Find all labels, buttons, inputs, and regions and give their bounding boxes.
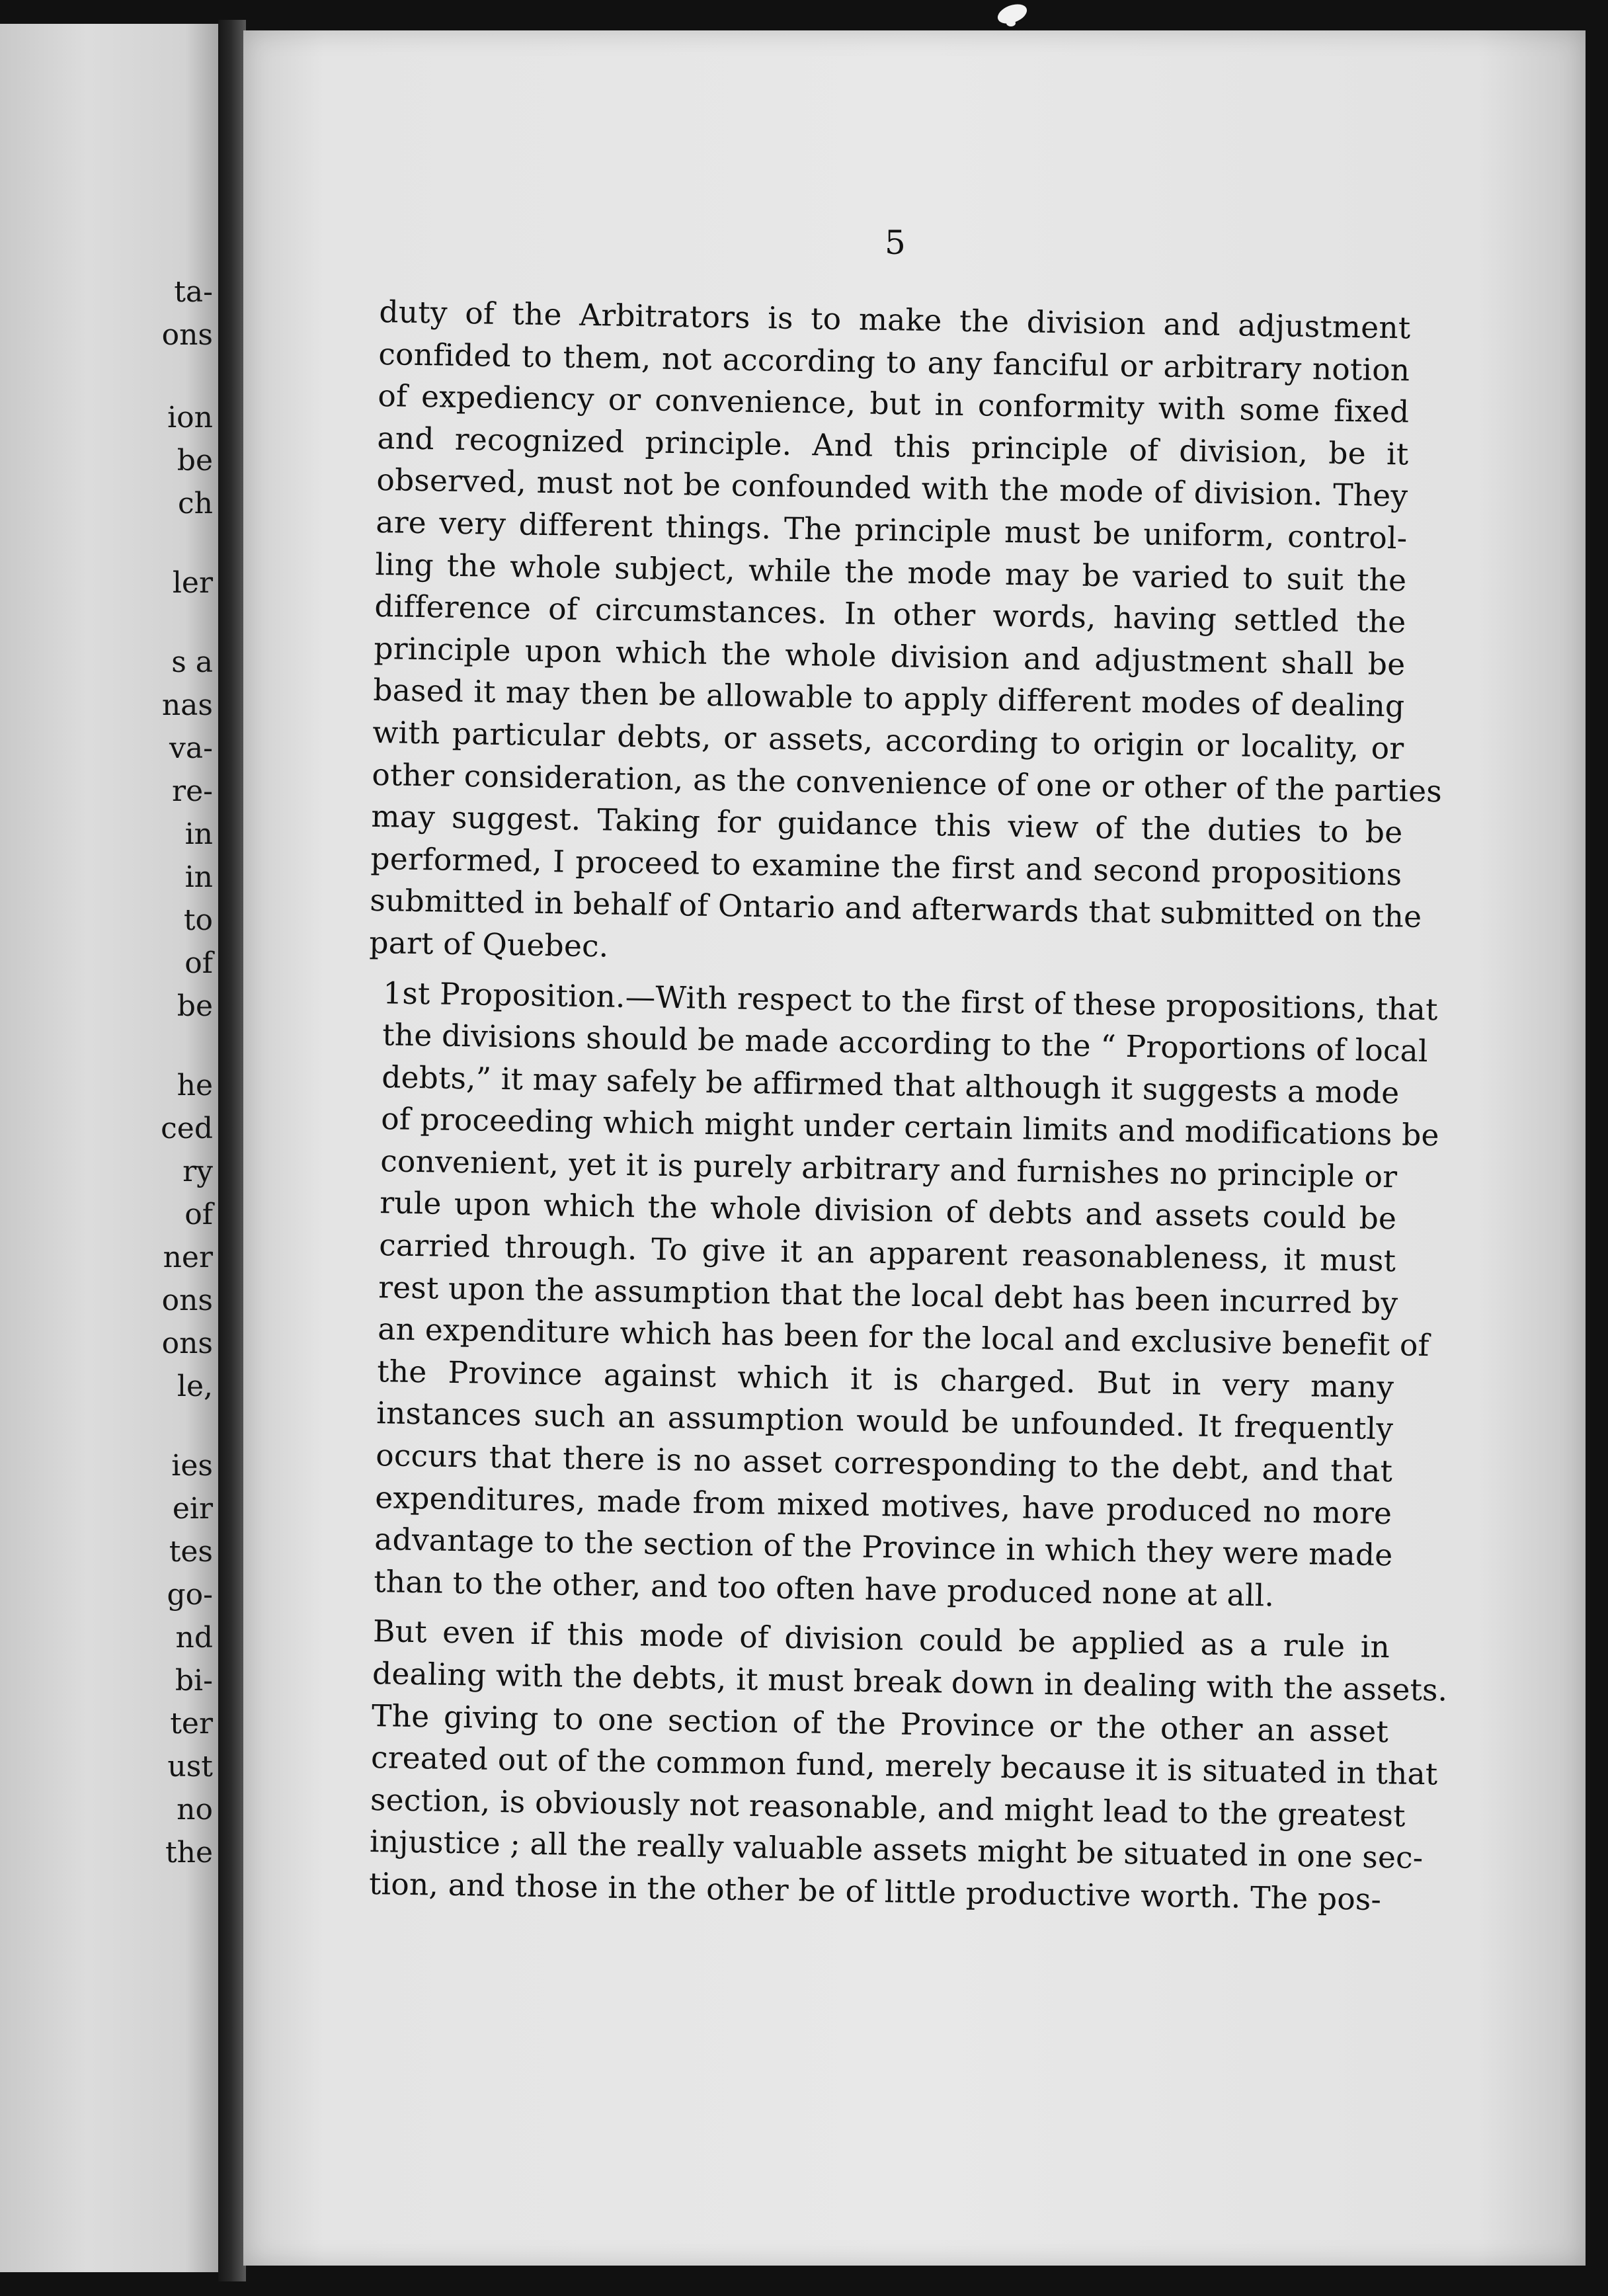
- line-ending-fragment: of: [184, 1198, 213, 1231]
- text-line: The giving to one section of the Province or the other an asset: [371, 1698, 1389, 1749]
- text-line: But even if this mode of division could be applied as a rule in: [372, 1614, 1390, 1665]
- line-ending-fragment: to: [183, 903, 213, 937]
- text-line: with particular debts, or assets, according to origin or locality, or: [372, 714, 1404, 766]
- line-ending-fragment: he: [177, 1069, 213, 1102]
- line-ending-fragment: ion: [167, 401, 213, 434]
- line-ending-fragment: re-: [172, 774, 213, 808]
- line-ending-fragment: ons: [161, 318, 213, 352]
- text-line: convenient, yet it is purely arbitrary and furnishes no principle or: [380, 1143, 1398, 1195]
- line-ending-fragment: ons: [161, 1284, 213, 1317]
- line-ending-fragment: ry: [182, 1155, 213, 1188]
- text-line: 1st Proposition.—With respect to the first of these propositions, that: [382, 975, 1438, 1027]
- line-ending-fragment: ner: [163, 1241, 213, 1274]
- text-line: duty of the Arbitrators is to make the division and adjustment: [379, 294, 1411, 346]
- text-line: instances such an assumption would be unfounded. It frequently: [376, 1395, 1394, 1447]
- text-line: than to the other, and too often have produced none at all.: [373, 1563, 1275, 1614]
- body-text: [354, 291, 1448, 1921]
- text-line: rest upon the assumption that the local debt has been incurred by: [378, 1269, 1398, 1321]
- text-line: occurs that there is no asset corresponding to the debt, and that: [375, 1438, 1393, 1489]
- line-ending-fragment: in: [184, 860, 213, 894]
- scan-speck: [1006, 20, 1016, 26]
- text-line: of proceeding which might under certain limits and modifications be: [380, 1101, 1440, 1153]
- line-ending-fragment: bi-: [175, 1664, 213, 1698]
- paragraph: [369, 291, 1443, 980]
- text-line: injustice ; all the really valuable assets might be situated in one sec-: [369, 1824, 1424, 1876]
- line-ending-fragment: of: [184, 946, 213, 980]
- text-line: the Province against which it is charged. But in very many: [376, 1353, 1394, 1405]
- text-line: difference of circumstances. In other words, having settled the: [374, 589, 1406, 640]
- text-line: based it may then be allowable to apply different modes of dealing: [373, 673, 1405, 724]
- text-line: may suggest. Taking for guidance this view of the duties to be: [371, 799, 1403, 850]
- paragraph: [354, 1610, 1448, 1921]
- line-ending-fragment: va-: [169, 731, 213, 765]
- line-ending-fragment: ons: [161, 1327, 213, 1360]
- text-line: rule upon which the whole division of debts and assets could be: [379, 1185, 1397, 1237]
- text-line: observed, must not be confounded with the mode of division. They: [376, 462, 1408, 514]
- text-line: advantage to the section of the Province in which they were made: [374, 1522, 1393, 1573]
- text-line: confided to them, not according to any fanciful or arbitrary notion: [378, 336, 1410, 388]
- line-ending-fragment: no: [177, 1793, 213, 1826]
- text-line: other consideration, as the convenience of one or other of the parties: [372, 757, 1443, 809]
- line-ending-fragment: le,: [177, 1370, 213, 1403]
- text-line: are very different things. The principle must be uniform, control-: [376, 504, 1408, 556]
- text-line: created out of the common fund, merely because it is situated in that: [370, 1740, 1438, 1792]
- text-line: tion, and those in the other be of little productive worth. The pos-: [368, 1866, 1382, 1918]
- text-line: carried through. To give it an apparent reasonableness, it must: [378, 1227, 1396, 1279]
- line-ending-fragment: nas: [161, 688, 213, 722]
- line-ending-fragment: ch: [178, 487, 213, 520]
- line-ending-fragment: in: [184, 817, 213, 851]
- text-line: dealing with the debts, it must break down in dealing with the assets.: [372, 1656, 1448, 1708]
- line-ending-fragment: ter: [170, 1707, 213, 1741]
- line-ending-fragment: go-: [167, 1578, 213, 1612]
- text-line: performed, I proceed to examine the first and second propositions: [370, 840, 1402, 893]
- text-line: and recognized principle. And this principle of division, be it: [377, 420, 1409, 472]
- line-ending-fragment: ust: [167, 1750, 213, 1784]
- line-ending-fragment: nd: [175, 1621, 213, 1655]
- line-ending-fragment: be: [177, 444, 213, 477]
- text-line: part of Quebec.: [369, 924, 609, 964]
- line-ending-fragment: ler: [172, 566, 213, 600]
- text-line: debts,” it may safely be affirmed that although it suggests a mode: [381, 1059, 1400, 1111]
- text-line: expenditures, made from mixed motives, have produced no more: [374, 1479, 1392, 1531]
- text-line: principle upon which the whole division and adjustment shall be: [374, 630, 1406, 682]
- text-line: the divisions should be made according to the “ Proportions of local: [382, 1017, 1429, 1069]
- page-number: 5: [885, 224, 906, 262]
- line-ending-fragment: the: [165, 1836, 213, 1869]
- text-line: of expediency or convenience, but in conformity with some fixed: [378, 378, 1410, 430]
- line-ending-fragment: eir: [172, 1492, 213, 1526]
- text-line: an expenditure which has been for the local and exclusive benefit of: [377, 1311, 1430, 1364]
- line-ending-fragment: ta-: [174, 275, 213, 309]
- binding-gutter: [218, 20, 246, 2281]
- paragraph: [359, 971, 1440, 1618]
- line-ending-fragment: be: [177, 989, 213, 1023]
- line-ending-fragment: s a: [171, 645, 213, 679]
- text-line: ling the whole subject, while the mode may be varied to suit the: [375, 546, 1407, 598]
- text-line: submitted in behalf of Ontario and afterwards that submitted on the: [370, 883, 1422, 935]
- line-ending-fragment: tes: [169, 1535, 213, 1569]
- line-ending-fragment: ies: [171, 1449, 213, 1483]
- text-line: section, is obviously not reasonable, and might lead to the greatest: [370, 1782, 1406, 1834]
- line-ending-fragment: ced: [161, 1112, 213, 1145]
- previous-page-fragment: [0, 24, 218, 2272]
